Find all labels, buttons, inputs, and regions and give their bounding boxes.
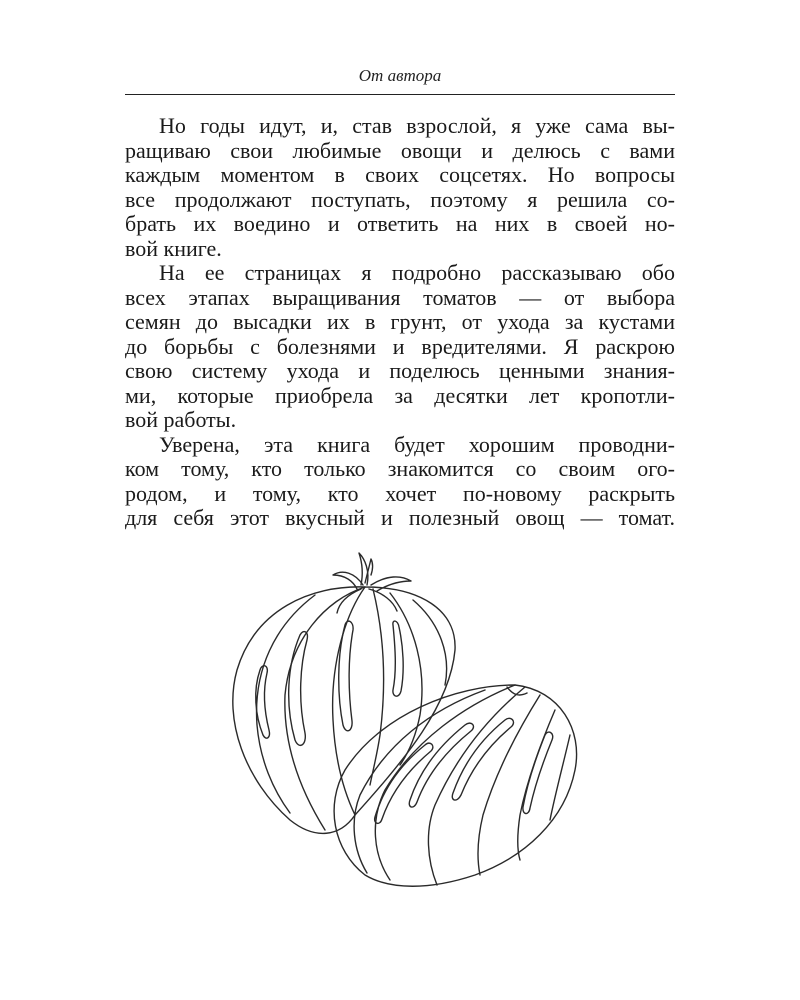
text-line: ком тому, кто только знакомится со своим ого-	[125, 456, 675, 481]
front-tomato	[334, 685, 576, 886]
text-line: ращиваю свои любимые овощи и делюсь с вами	[125, 137, 675, 163]
text-line: На ее страницах я подробно рассказываю обо	[159, 260, 675, 285]
text-line: брать их воедино и ответить на них в своей но-	[125, 211, 675, 236]
body-text	[125, 114, 675, 531]
text-line: всех этапах выращивания томатов — от выбора	[125, 284, 675, 310]
tomatoes-drawing	[215, 545, 595, 905]
text-line: ми, которые приобрела за десятки лет кропотли-	[125, 382, 675, 408]
text-line: свою систему ухода и поделюсь ценными знания-	[125, 358, 675, 383]
text-line: до борьбы с болезнями и вредителями. Я раскрою	[125, 333, 675, 359]
paragraph-3	[125, 433, 675, 531]
text-line: Уверена, эта книга будет хорошим проводни-	[159, 431, 675, 457]
text-line: каждым моментом в своих соцсетях. Но вопросы	[125, 162, 675, 187]
text-line: родом, и тому, кто хочет по-новому раскрыть	[125, 480, 675, 506]
text-line: семян до высадки их в грунт, от ухода за кустами	[125, 309, 675, 334]
paragraph-1	[125, 114, 675, 261]
text-line: для себя этот вкусный и полезный овощ — томат.	[125, 505, 675, 530]
ribbed-tomatoes-illustration	[215, 545, 595, 905]
text-line: Но годы идут, и, став взрослой, я уже сама вы-	[159, 113, 675, 138]
text-line: все продолжают поступать, поэтому я решила со-	[125, 186, 675, 212]
running-head: От автора	[358, 66, 442, 85]
paragraph-2	[125, 261, 675, 433]
header-rule	[125, 94, 675, 95]
text-line: вой книге.	[125, 235, 222, 261]
text-line: вой работы.	[125, 407, 237, 432]
